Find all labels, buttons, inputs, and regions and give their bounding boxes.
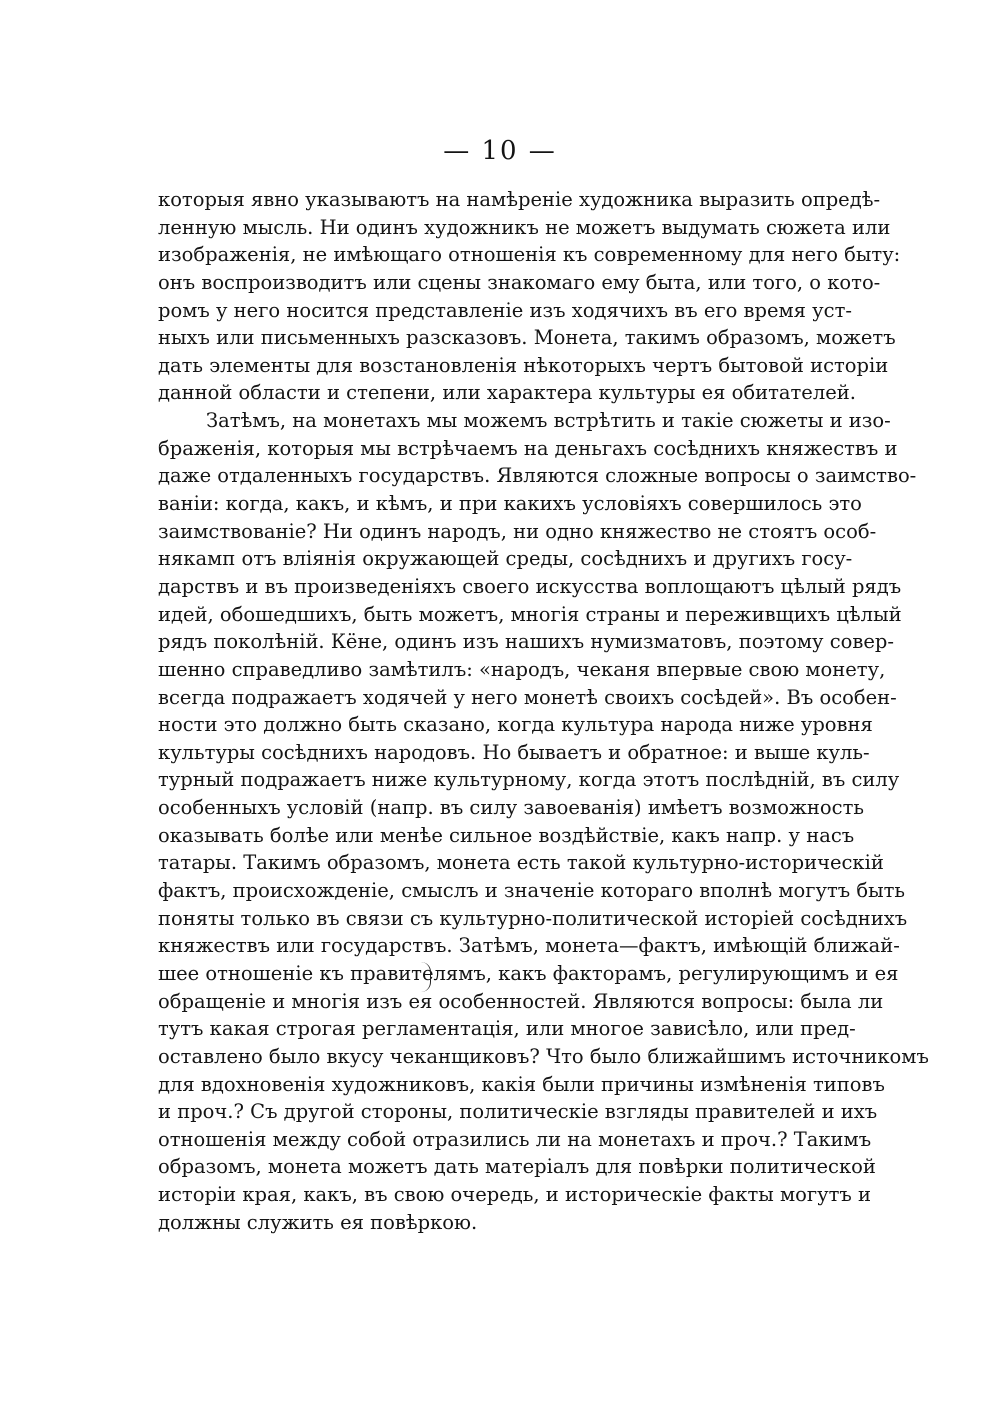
- text-line: ваніи: когда, какъ, и кѣмъ, и при какихъ условіяхъ совершилось это: [158, 492, 862, 516]
- text-line: княжествъ или государствъ. Затѣмъ, монета—фактъ, имѣющій ближай-: [158, 934, 900, 958]
- text-line: данной области и степени, или характера культуры ея обитателей.: [158, 381, 856, 405]
- text-line: дать элементы для возстановленія нѣкоторыхъ чертъ бытовой исторіи: [158, 353, 889, 377]
- text-line: поняты только въ связи съ культурно-политической исторіей сосѣднихъ: [158, 906, 908, 930]
- text-line: ности это должно быть сказано, когда культура народа ниже уровня: [158, 713, 873, 737]
- text-line: някамп отъ вліянія окружающей среды, сосѣднихъ и другихъ госу-: [158, 547, 853, 571]
- text-line: ленную мысль. Ни одинъ художникъ не можетъ выдумать сюжета или: [158, 215, 891, 239]
- text-line: шее отношеніе къ правителямъ, какъ факторамъ, регулирующимъ и ея: [158, 961, 899, 985]
- text-line: образомъ, монета можетъ дать матеріалъ для повѣрки политической: [158, 1155, 876, 1179]
- text-line: отношенія между собой отразились ли на монетахъ и проч.? Такимъ: [158, 1127, 872, 1151]
- text-line: дарствъ и въ произведеніяхъ своего искусства воплощаютъ цѣлый рядъ: [158, 574, 902, 598]
- text-line: обращеніе и многія изъ ея особенностей. Являются вопросы: была ли: [158, 989, 884, 1013]
- text-line: изображенія, не имѣющаго отношенія къ современному для него быту:: [158, 243, 901, 267]
- text-line: идей, обошедшихъ, быть можетъ, многія страны и переживщихъ цѣлый: [158, 602, 902, 626]
- page-number: — 10 —: [443, 136, 557, 166]
- text-line: культуры сосѣднихъ народовъ. Но бываетъ и обратное: и выше куль-: [158, 740, 870, 764]
- text-line: татары. Такимъ образомъ, монета есть такой культурно-историческій: [158, 851, 884, 875]
- text-line: особенныхъ условій (напр. въ силу завоеванія) имѣетъ возможность: [158, 796, 864, 820]
- body-text: [158, 186, 929, 1236]
- text-line: оставлено было вкусу чеканщиковъ? Что было ближайшимъ источникомъ: [158, 1044, 929, 1068]
- text-line: оказывать болѣе или менѣе сильное воздѣйствіе, какъ напр. у насъ: [158, 823, 855, 847]
- text-line: ныхъ или письменныхъ разсказовъ. Монета, такимъ образомъ, можетъ: [158, 326, 896, 350]
- text-line: заимствованіе? Ни одинъ народъ, ни одно княжество не стоятъ особ-: [158, 519, 877, 543]
- text-line: тутъ какая строгая регламентація, или многое зависѣло, или пред-: [158, 1017, 856, 1041]
- text-line: шенно справедливо замѣтилъ: «народъ, чеканя впервые свою монету,: [158, 657, 886, 681]
- text-line: рядъ поколѣній. Кёне, одинъ изъ нашихъ нумизматовъ, поэтому совер-: [158, 630, 894, 654]
- text-line: ромъ у него носится представленіе изъ ходячихъ въ его время уст-: [158, 298, 852, 322]
- text-line: браженія, которыя мы встрѣчаемъ на деньгахъ сосѣднихъ княжествъ и: [158, 436, 898, 460]
- text-line: всегда подражаетъ ходячей у него монетѣ своихъ сосѣдей». Въ особен-: [158, 685, 897, 709]
- text-line: должны служить ея повѣркою.: [158, 1210, 478, 1234]
- text-line: исторіи края, какъ, въ свою очередь, и историческіе факты могутъ и: [158, 1183, 871, 1207]
- text-line: турный подражаетъ ниже культурному, когда этотъ послѣдній, въ силу: [158, 768, 900, 792]
- text-line: онъ воспроизводитъ или сцены знакомаго ему быта, или того, о кото-: [158, 270, 881, 294]
- text-line: для вдохновенія художниковъ, какія были причины измѣненія типовъ: [158, 1072, 885, 1096]
- text-line: фактъ, происхожденіе, смыслъ и значеніе котораго вполнѣ могутъ быть: [158, 879, 906, 903]
- handwritten-bracket-mark: [420, 962, 431, 992]
- text-line: даже отдаленныхъ государствъ. Являются сложные вопросы о заимство-: [158, 464, 917, 488]
- text-line: и проч.? Съ другой стороны, политическіе взгляды правителей и ихъ: [158, 1100, 878, 1124]
- text-line: Затѣмъ, на монетахъ мы можемъ встрѣтить и такіе сюжеты и изо-: [206, 409, 891, 433]
- text-line: которыя явно указываютъ на намѣреніе художника выразить опредѣ-: [158, 188, 881, 211]
